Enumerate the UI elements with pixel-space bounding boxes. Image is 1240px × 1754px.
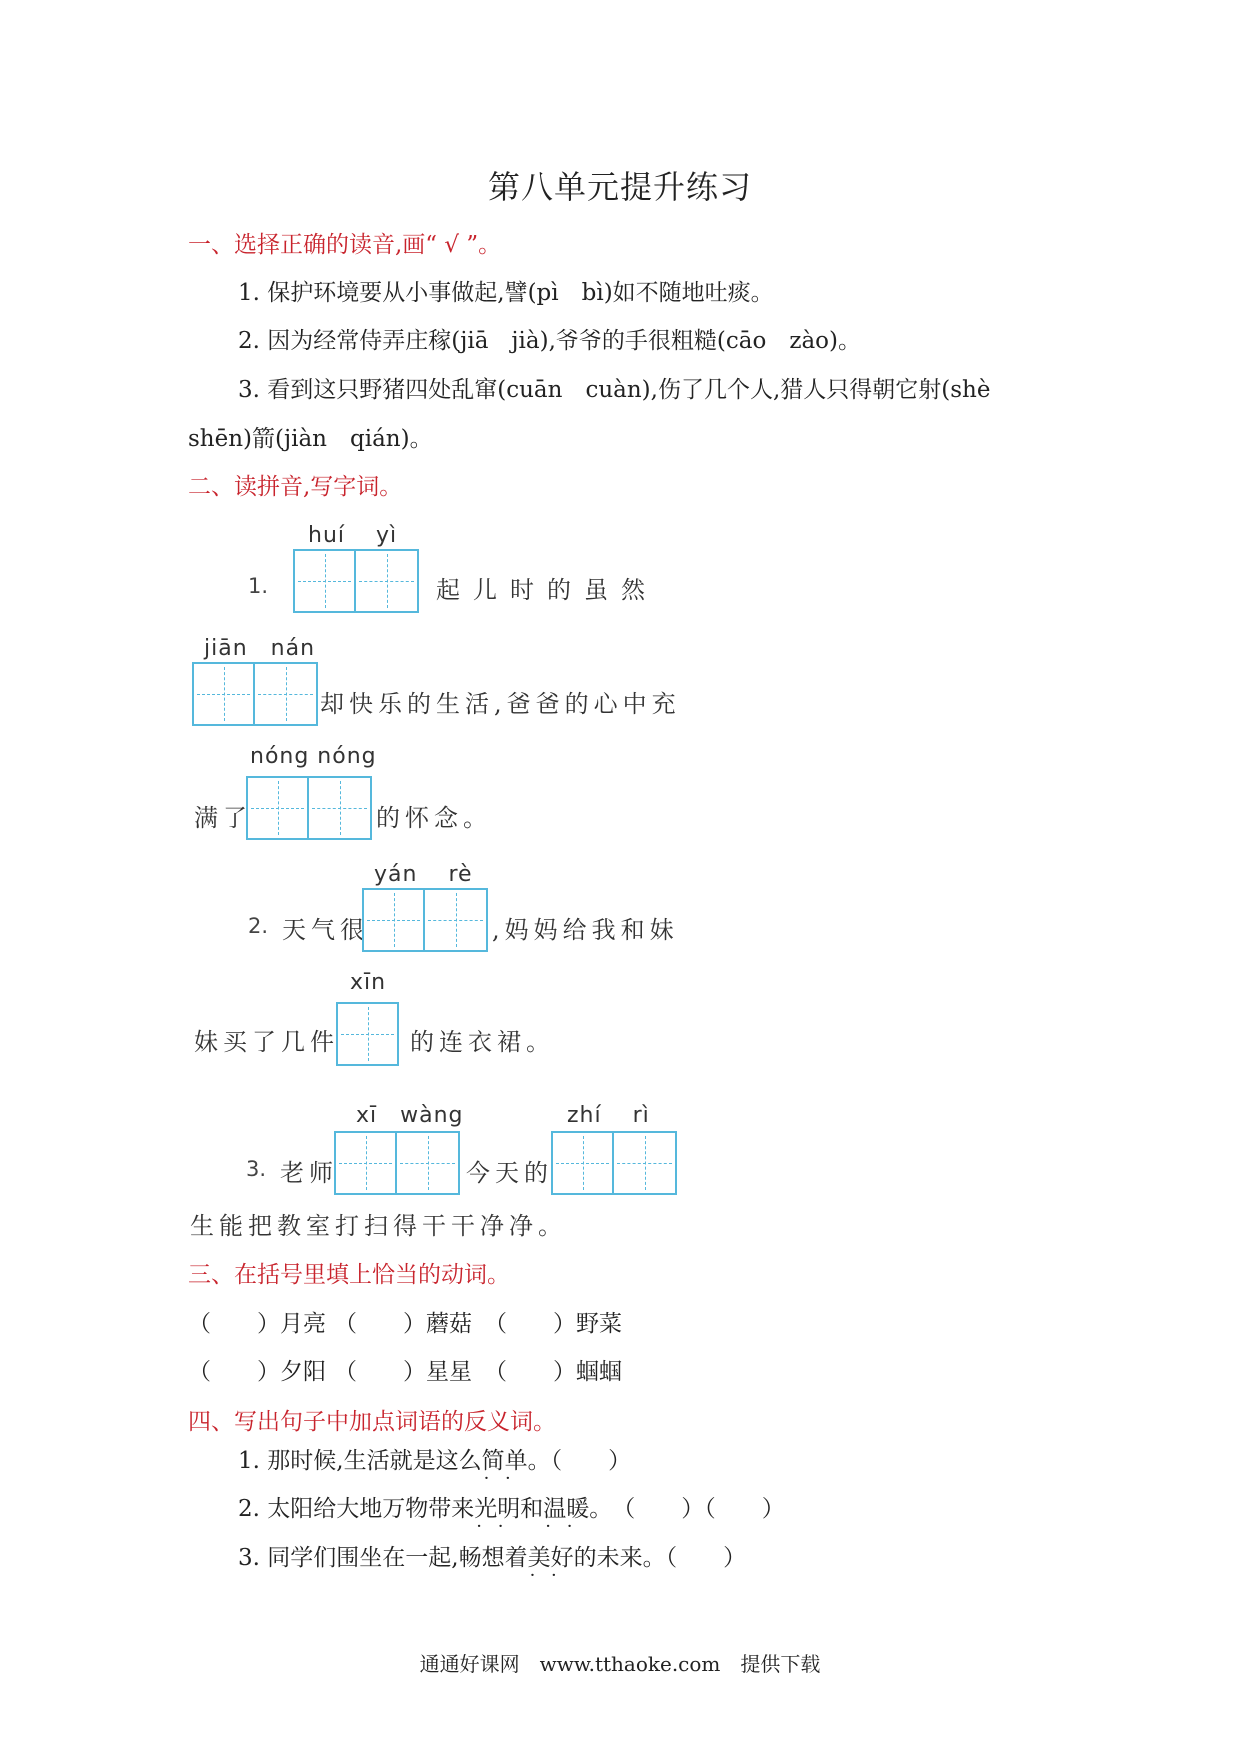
s4-question-2 [238,1490,785,1523]
writing-grid-yanre[interactable] [362,888,488,952]
writing-cell[interactable] [614,1131,677,1195]
s2-text-1: 起儿时的虽然 [436,576,658,604]
s2-text-4a: 天气很 [282,916,369,944]
pinyin-nongnong: nóng nóng [250,744,377,769]
pinyin-zhiri: zhí rì [567,1103,650,1128]
s4-q3-text-b[interactable]: 的未来。（ ） [573,1545,747,1571]
writing-grid-huiyi[interactable] [293,549,419,613]
s3-blank[interactable]: （ ）野菜 [484,1311,622,1337]
s3-blank[interactable]: （ ）月亮 [188,1311,326,1337]
section-3-heading: 三、在括号里填上恰当的动词。 [188,1262,510,1288]
s4-q1-text-a: 1. 那时候,生活就是这么 [238,1448,482,1474]
writing-cell[interactable] [356,549,419,613]
s2-text-7: 生能把教室打扫得干干净净。 [190,1212,567,1240]
pinyin-yanre: yán rè [374,862,473,887]
dotted-word: 简单 · · [482,1448,528,1474]
pinyin-xiwang: xī wàng [356,1103,464,1128]
s2-text-6a: 老师 [280,1159,338,1187]
s4-q2-text-m: 和 [520,1496,544,1522]
writing-cell[interactable] [255,662,318,726]
writing-cell[interactable] [192,662,255,726]
s1-question-2: 2. 因为经常侍弄庄稼(jiā jià),爷爷的手很粗糙(cāo zào)。 [238,328,861,354]
writing-cell[interactable] [336,1002,399,1066]
s2-text-4b: ,妈妈给我和妹 [492,916,679,944]
s2-text-5b: 的连衣裙。 [410,1028,555,1056]
writing-cell[interactable] [551,1131,614,1195]
s1-question-3-cont: shēn)箭(jiàn qián)。 [188,426,433,452]
writing-cell[interactable] [293,549,356,613]
writing-cell[interactable] [309,776,372,840]
s3-blank[interactable]: （ ）蝈蝈 [484,1359,622,1385]
section-2-heading: 二、读拼音,写字词。 [188,474,403,500]
s2-text-3b: 的怀念。 [376,804,492,832]
s3-blank[interactable]: （ ）星星 [334,1359,472,1385]
s4-q2-text-b[interactable]: 。 （ ）（ ） [589,1496,785,1522]
s4-q1-text-b[interactable]: 。（ ） [527,1448,632,1474]
pinyin-xin: xīn [350,970,387,995]
writing-grid-jiannan[interactable] [192,662,318,726]
section-1-heading: 一、选择正确的读音,画“ √ ”。 [188,232,502,258]
dotted-word: 光明 · · [474,1496,520,1522]
writing-cell[interactable] [425,888,488,952]
writing-cell[interactable] [362,888,425,952]
page-footer: 通通好课网 www.tthaoke.com 提供下载 [419,1652,821,1676]
writing-cell[interactable] [334,1131,397,1195]
s2-number-3: 3. [246,1157,267,1181]
writing-cell[interactable] [397,1131,460,1195]
writing-cell[interactable] [246,776,309,840]
s4-q2-text-a: 2. 太阳给大地万物带来 [238,1496,475,1522]
s2-text-2: 却快乐的生活,爸爸的心中充 [320,690,681,718]
s2-text-3a: 满了 [194,804,252,832]
s2-number-1: 1. [248,574,269,598]
dotted-word: 温暖 · · [543,1496,589,1522]
s1-question-3: 3. 看到这只野猪四处乱窜(cuān cuàn),伤了几个人,猎人只得朝它射(shè [238,377,991,403]
s4-q3-text-a: 3. 同学们围坐在一起,畅想着 [238,1545,528,1571]
s4-question-1 [238,1442,631,1475]
dotted-word: 美好 · · [528,1545,574,1571]
pinyin-huiyi: huí yì [308,523,398,548]
s2-number-2: 2. [248,914,269,938]
s4-question-3 [238,1539,746,1572]
page-title: 第八单元提升练习 [487,168,752,206]
s3-blank[interactable]: （ ）蘑菇 [334,1311,472,1337]
writing-grid-xiwang[interactable] [334,1131,460,1195]
writing-grid-zhiri[interactable] [551,1131,677,1195]
s2-text-5a: 妹买了几件 [194,1028,339,1056]
pinyin-jiannan: jiān nán [204,636,316,661]
s1-question-1: 1. 保护环境要从小事做起,譬(pì bì)如不随地吐痰。 [238,280,774,306]
s2-text-6b: 今天的 [466,1159,553,1187]
section-4-heading: 四、写出句子中加点词语的反义词。 [188,1409,556,1435]
s3-blank[interactable]: （ ）夕阳 [188,1359,326,1385]
writing-grid-xin[interactable] [336,1002,399,1066]
writing-grid-nongnong[interactable] [246,776,372,840]
